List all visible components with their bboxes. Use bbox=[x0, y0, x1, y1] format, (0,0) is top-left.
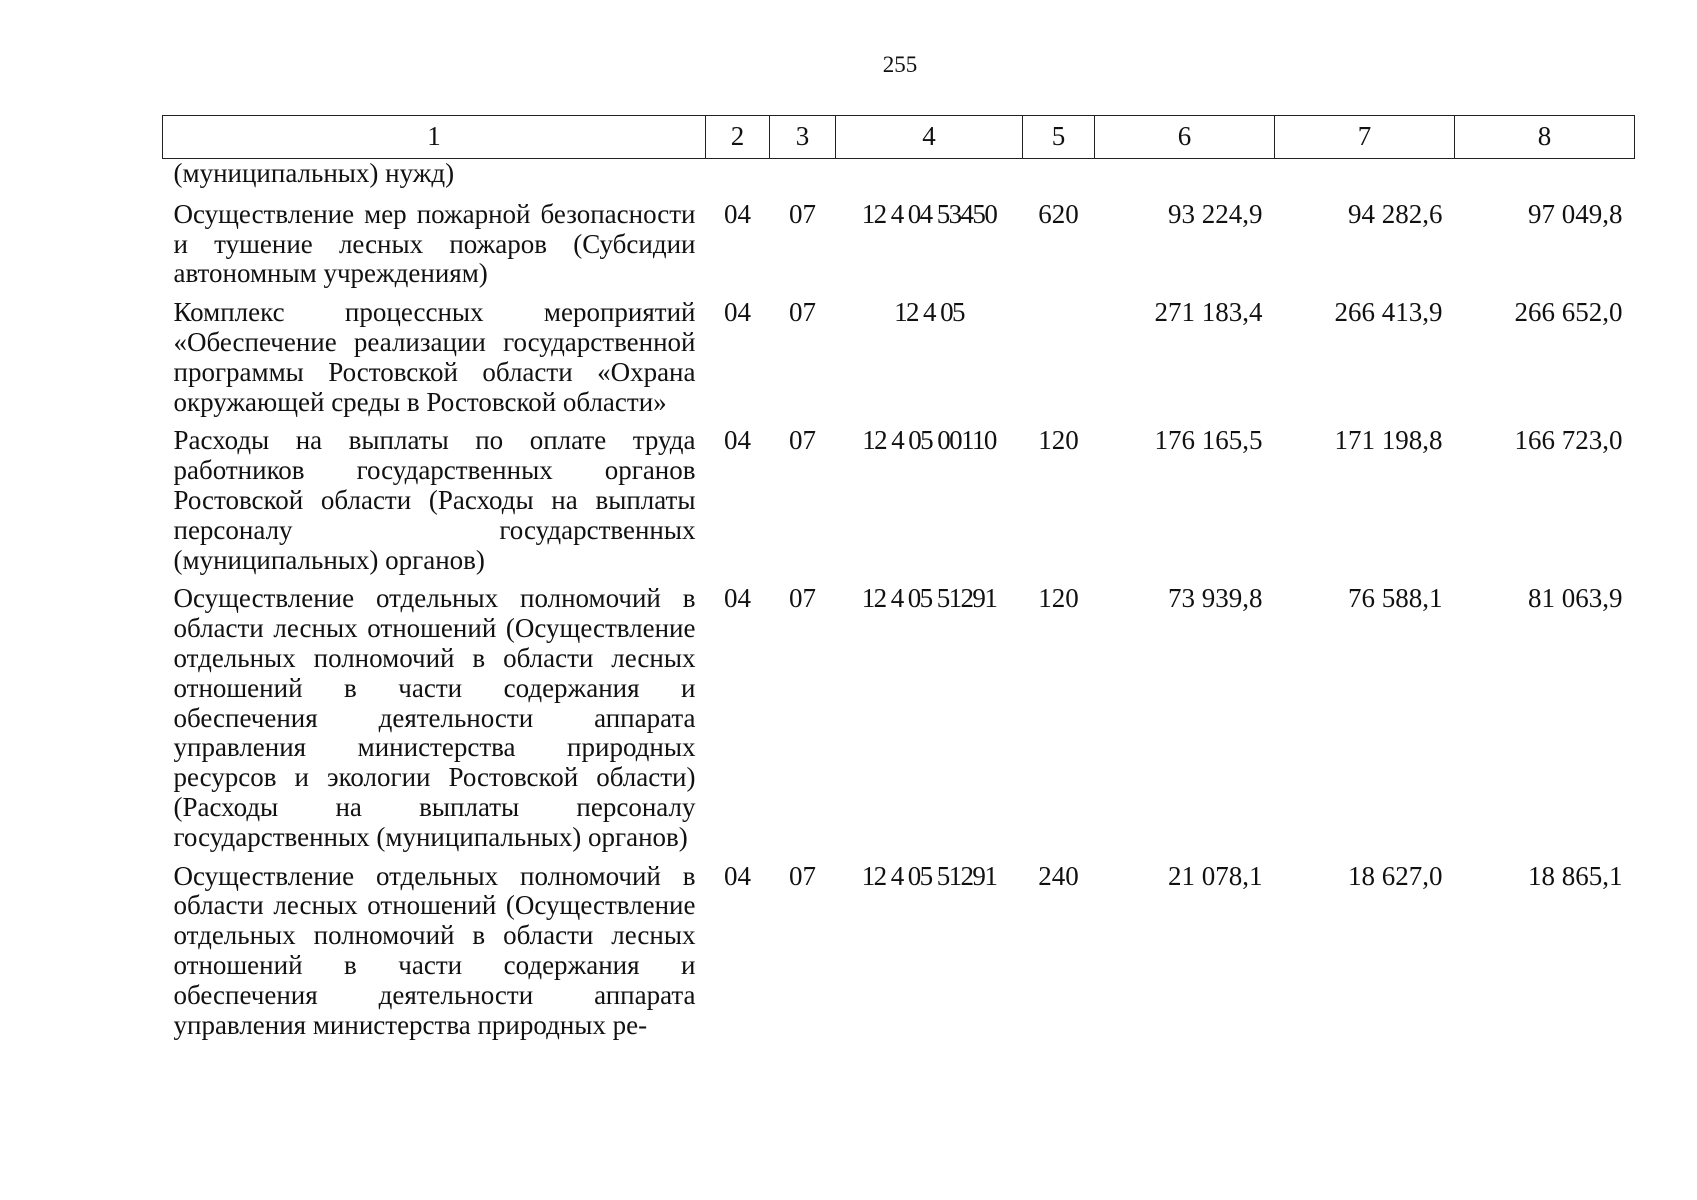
row-amount-year-2: 94 282,6 bbox=[1348, 198, 1443, 229]
table-row bbox=[163, 191, 1635, 289]
header-col-1: 1 bbox=[163, 116, 706, 159]
row-expense-type bbox=[1023, 289, 1095, 417]
header-col-3: 3 bbox=[770, 116, 836, 159]
table-row bbox=[163, 417, 1635, 575]
row-name: Комплекс процессных мероприятий «Обеспечение реализации государственной программы Ростовской области «Охрана окружающей среды в Ростовской области» bbox=[173, 297, 696, 417]
header-col-4: 4 bbox=[836, 116, 1023, 159]
row-section: 04 bbox=[724, 425, 751, 456]
row-amount-year-2: 18 627,0 bbox=[1348, 860, 1443, 891]
continuation-text: (муниципальных) нужд) bbox=[173, 158, 455, 188]
row-amount-year-3: 266 652,0 bbox=[1514, 297, 1623, 328]
row-amount-year-2: 171 198,8 bbox=[1334, 425, 1443, 456]
row-section: 04 bbox=[724, 198, 751, 229]
row-expense-type: 120 bbox=[1038, 583, 1079, 614]
header-col-5: 5 bbox=[1023, 116, 1095, 159]
table-row bbox=[163, 575, 1635, 852]
row-subsection: 07 bbox=[789, 297, 816, 328]
header-col-7: 7 bbox=[1275, 116, 1455, 159]
row-name: Осуществление отдельных полномочий в области лесных отношений (Осуществление отдельных полномочий в области лесных отношений в части содержания и обеспечения деятельности аппарата управления министерства природных ре- bbox=[173, 860, 696, 1040]
row-amount-year-1: 73 939,8 bbox=[1168, 583, 1263, 614]
row-section: 04 bbox=[724, 297, 751, 328]
row-name: Осуществление мер пожарной безопасности и тушение лесных пожаров (Субсидии автономным учреждениям) bbox=[173, 198, 696, 289]
row-subsection: 07 bbox=[789, 583, 816, 614]
row-expense-type: 620 bbox=[1038, 198, 1079, 229]
row-name: Расходы на выплаты по оплате труда работников государственных органов Ростовской области (Расходы на выплаты персоналу государственных (муниципальных) органов) bbox=[173, 425, 696, 575]
header-col-2: 2 bbox=[706, 116, 770, 159]
page-number: 255 bbox=[882, 52, 918, 77]
row-name: Осуществление отдельных полномочий в области лесных отношений (Осуществление отдельных полномочий в области лесных отношений в части содержания и обеспечения деятельности аппарата управления министерства природных ресурсов и экологии Ростовской области) (Расходы на выплаты персоналу государственных (муниципальных) органов) bbox=[173, 583, 696, 852]
table-row bbox=[163, 853, 1635, 1041]
row-section: 04 bbox=[724, 860, 751, 891]
row-target-code: 12 4 04 53450 bbox=[861, 198, 997, 229]
table-row bbox=[163, 289, 1635, 417]
row-amount-year-1: 93 224,9 bbox=[1168, 198, 1263, 229]
row-expense-type: 120 bbox=[1038, 425, 1079, 456]
row-target-code: 12 4 05 51291 bbox=[861, 860, 997, 891]
row-target-code: 12 4 05 51291 bbox=[861, 583, 997, 614]
row-amount-year-1: 21 078,1 bbox=[1168, 860, 1263, 891]
column-number-header bbox=[163, 116, 1635, 159]
header-col-6: 6 bbox=[1095, 116, 1275, 159]
row-section: 04 bbox=[724, 583, 751, 614]
budget-table bbox=[162, 115, 1635, 1040]
row-subsection: 07 bbox=[789, 425, 816, 456]
row-amount-year-3: 97 049,8 bbox=[1528, 198, 1623, 229]
continuation-row bbox=[163, 159, 1635, 191]
row-expense-type: 240 bbox=[1038, 860, 1079, 891]
row-target-code: 12 4 05 00110 bbox=[862, 425, 996, 456]
row-amount-year-1: 271 183,4 bbox=[1154, 297, 1263, 328]
row-amount-year-3: 18 865,1 bbox=[1528, 860, 1623, 891]
header-col-8: 8 bbox=[1455, 116, 1635, 159]
row-subsection: 07 bbox=[789, 860, 816, 891]
row-amount-year-2: 76 588,1 bbox=[1348, 583, 1443, 614]
row-amount-year-2: 266 413,9 bbox=[1334, 297, 1443, 328]
row-amount-year-3: 166 723,0 bbox=[1514, 425, 1623, 456]
row-subsection: 07 bbox=[789, 198, 816, 229]
row-target-code: 12 4 05 bbox=[894, 297, 964, 328]
row-amount-year-3: 81 063,9 bbox=[1528, 583, 1623, 614]
row-amount-year-1: 176 165,5 bbox=[1154, 425, 1263, 456]
